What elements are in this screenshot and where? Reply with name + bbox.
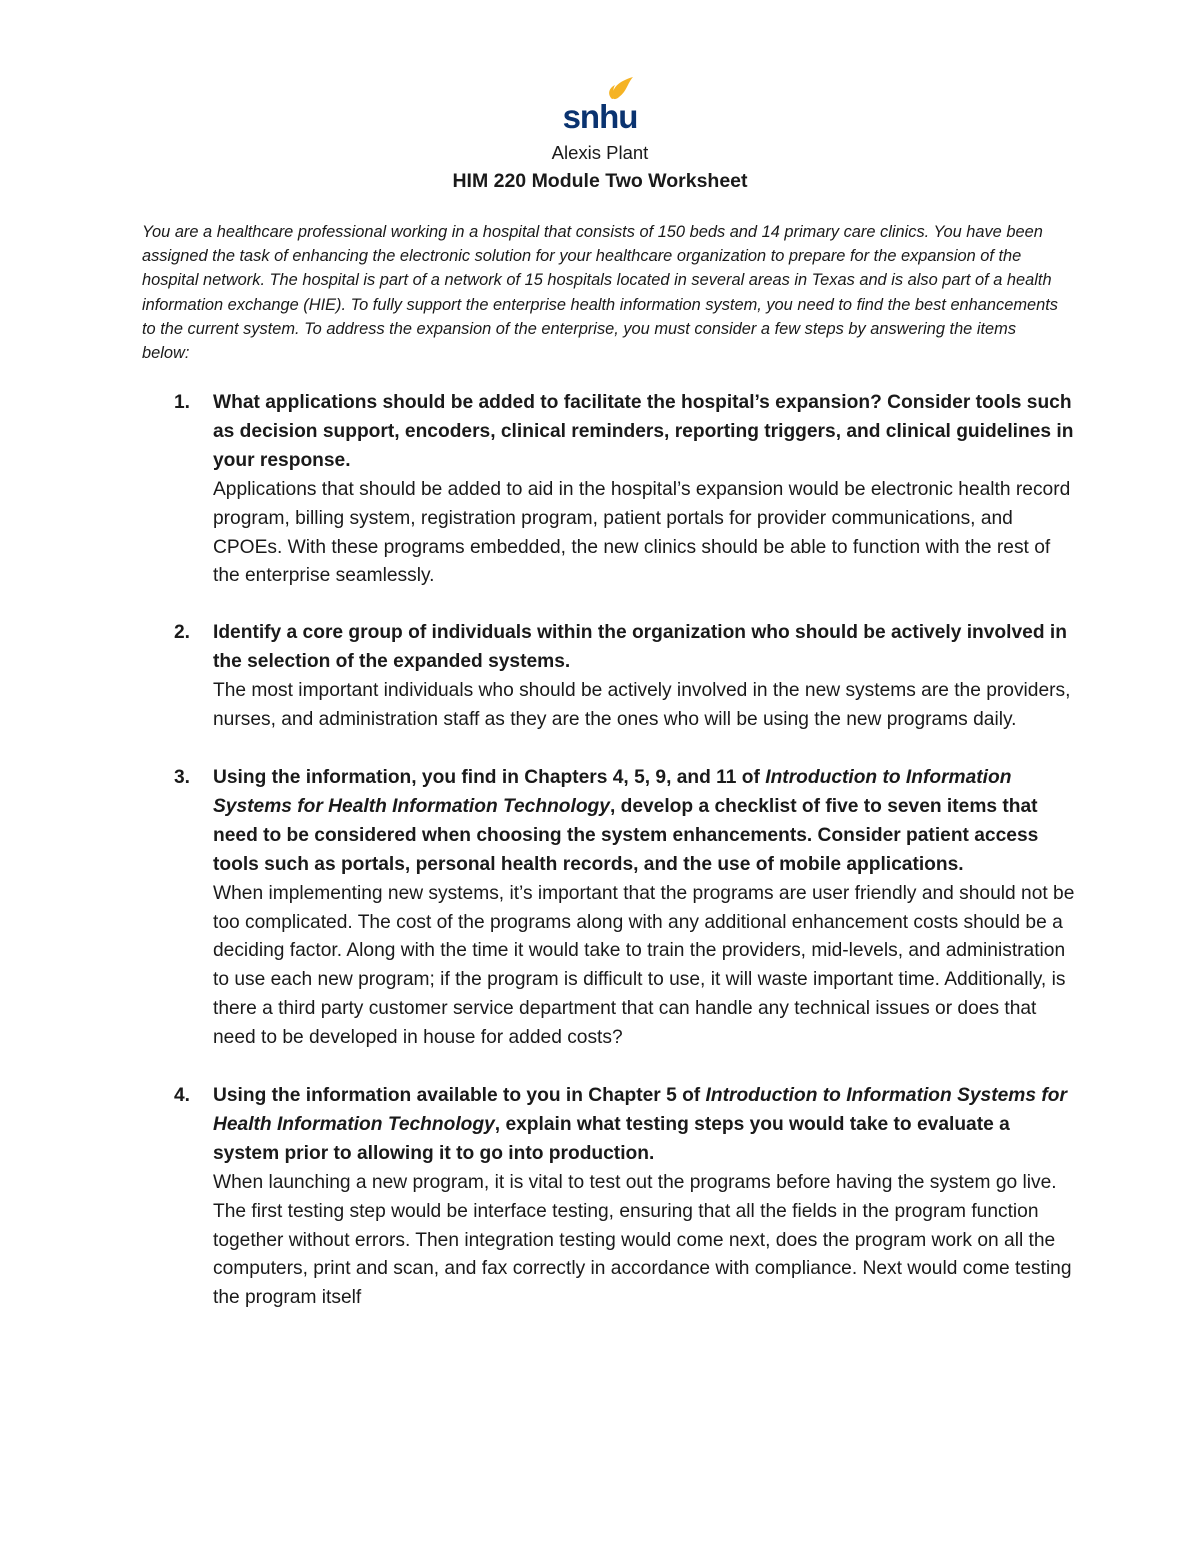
book-title: Introduction to Information Systems for Health Information Technology [213, 766, 1012, 817]
question-number: 2. [174, 622, 191, 644]
question-text [213, 389, 1075, 476]
question-list [140, 389, 1075, 1313]
document-title: HIM 220 Module Two Worksheet [452, 170, 748, 192]
question-text-part: , explain what testing steps you would take to evaluate a system prior to allowing it to go into production. [213, 1113, 1010, 1164]
intro-paragraph: You are a healthcare professional working in a hospital that consists of 150 beds and 14 primary care clinics. You have been assigned the task of enhancing the electronic solution for your healthcare organization to prepare for the expansion of the hospital network. The hospital is part of a network of 15 hospitals located in several areas in Texas and is also part of a health information exchange (HIE). To fully support the enterprise health information system, you need to find the best enhancements to the current system. To address the expansion of the enterprise, you must consider a few steps by answering the items below: [142, 223, 1058, 363]
list-item [140, 764, 1075, 1053]
question-text-part: Using the information, you find in Chapters 4, 5, 9, and 11 of [213, 766, 766, 788]
answer-text: The most important individuals who should be actively involved in the new systems are the providers, nurses, and administration staff as they are the ones who will be using the new programs daily. [213, 680, 1071, 731]
question-number: 1. [174, 392, 191, 413]
question-text [213, 764, 1075, 880]
list-item [140, 619, 1075, 735]
question-text [213, 1082, 1075, 1169]
snhu-logo [555, 72, 645, 134]
list-item [140, 389, 1075, 591]
question-number: 3. [174, 766, 191, 788]
answer-text: When implementing new systems, it’s important that the programs are user friendly and should not be too complicated. The cost of the programs along with any additional enhancement costs should be a deciding factor. Along with the time it would take to train the providers, mid-levels, and administration to use each new program; if the program is difficult to use, it will waste important time. Additionally, is there a third party customer service department that can handle any technical issues or does that need to be developed in house for added costs? [213, 882, 1075, 1049]
question-text-part: What applications should be added to facilitate the hospital’s expansion? Consider tools such as decision support, encoders, clinical reminders, reporting triggers, and clinical guidelines in your response. [213, 392, 1074, 471]
author-name: Alexis Plant [551, 142, 649, 163]
book-title: Introduction to Information Systems for Health Information Technology [213, 1085, 1067, 1135]
answer-text: Applications that should be added to aid in the hospital’s expansion would be electronic health record program, billing system, registration program, patient portals for provider communications, and CPOEs. With these programs embedded, the new clinics should be able to function with the rest of the enterprise seamlessly. [213, 478, 1071, 587]
question-text-part: , develop a checklist of five to seven items that need to be considered when choosing the system enhancements. Consider patient access tools such as portals, personal health records, and the use of mobile applications. [213, 795, 1039, 875]
question-text-part: Using the information available to you in Chapter 5 of [213, 1085, 706, 1107]
question-text-part: Identify a core group of individuals within the organization who should be actively involved in the selection of the expanded systems. [213, 622, 1067, 673]
list-item [140, 1082, 1075, 1313]
question-text [213, 619, 1075, 677]
snhu-logo-graphic [555, 72, 645, 134]
logo-text: snhu [562, 98, 638, 134]
question-number: 4. [174, 1085, 191, 1107]
answer-text: When launching a new program, it is vital to test out the programs before having the system go live. The first testing step would be interface testing, ensuring that all the fields in the program function together without errors. Then integration testing would come next, does the program work on all the computers, print and scan, and fax correctly in accordance with compliance. Next would come testing the program itself [213, 1171, 1072, 1309]
